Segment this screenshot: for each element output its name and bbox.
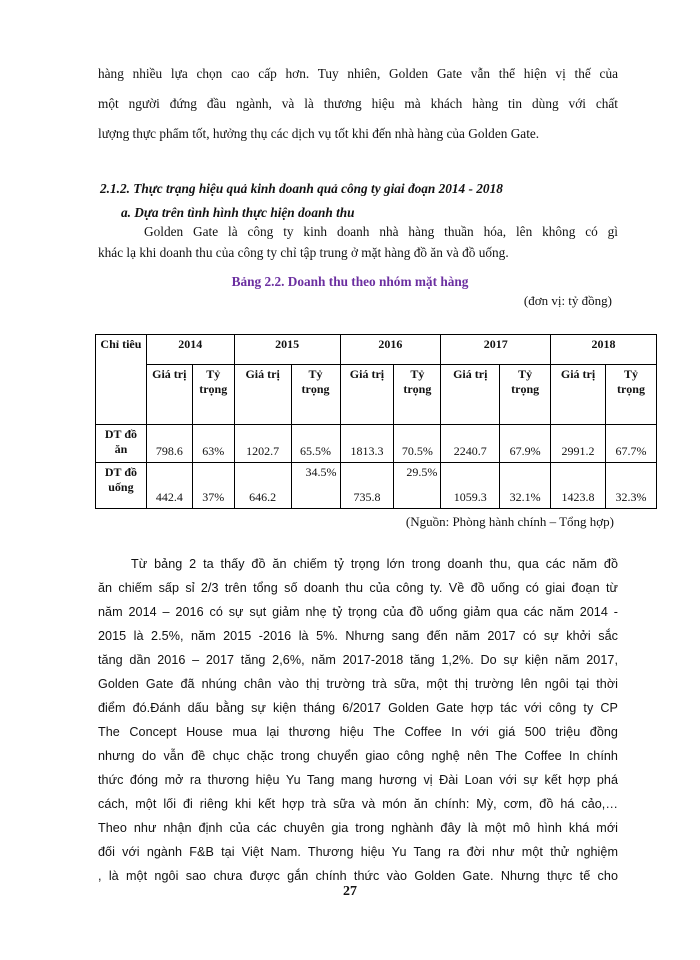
food-share-2016: 70.5% xyxy=(394,425,441,463)
food-value-2015: 1202.7 xyxy=(234,425,291,463)
year-header-2014: 2014 xyxy=(146,335,234,365)
drink-value-2014: 442.4 xyxy=(146,463,192,509)
subheader-value: Giá trị xyxy=(234,365,291,425)
para2-line-5: tăng dần 2016 – 2017 tăng 2,6%, năm 2017-2018 tăng 1,2%. Do sự kiện năm 2017, xyxy=(98,653,618,667)
subheader-share: Tỷ trọng xyxy=(291,365,340,425)
subheader-share: Tỷ trọng xyxy=(394,365,441,425)
drink-share-2015: 34.5% xyxy=(291,463,340,509)
food-value-2016: 1813.3 xyxy=(340,425,394,463)
para1-line-3: lượng thực phẩm tốt, hưởng thụ các dịch vụ tốt khi đến nhà hàng của Golden Gate. xyxy=(98,126,540,141)
year-header-2016: 2016 xyxy=(340,335,441,365)
food-share-2018: 67.7% xyxy=(605,425,656,463)
drink-value-2017: 1059.3 xyxy=(441,463,500,509)
drink-value-2015: 646.2 xyxy=(234,463,291,509)
section-heading: 2.1.2. Thực trạng hiệu quả kinh doanh quả công ty giai đoạn 2014 - 2018 xyxy=(100,181,503,196)
para2-line-8: The Concept House mua lại thương hiệu The Coffee In với giá 500 triệu đồng xyxy=(98,725,618,739)
food-share-2017: 67.9% xyxy=(500,425,551,463)
intro-line-1: Golden Gate là công ty kinh doanh nhà hàng thuần hóa, lên không có gì xyxy=(144,224,618,239)
table-caption: Bảng 2.2. Doanh thu theo nhóm mặt hàng xyxy=(231,274,469,289)
subheader-value: Giá trị xyxy=(340,365,394,425)
source-note: (Nguồn: Phòng hành chính – Tổng hợp) xyxy=(405,514,614,529)
drink-share-2014: 37% xyxy=(192,463,234,509)
para2-line-7: điểm đó.Đánh dấu bằng sự kiện tháng 6/2017 Golden Gate hợp tác với công ty CP xyxy=(98,701,618,715)
food-share-2014: 63% xyxy=(192,425,234,463)
para2-line-10: thức đóng mở ra thương hiệu Yu Tang mang hương vị Đài Loan với sự kết hợp phá xyxy=(98,773,618,787)
unit-note: (đơn vị: tỷ đồng) xyxy=(523,293,612,308)
para2-line-11: cách, một lối đi riêng khi kết hợp trà sữa và món ăn chính: Mỳ, cơm, đồ há cảo,… xyxy=(98,797,618,811)
table-row xyxy=(96,425,657,463)
table-row xyxy=(96,463,657,509)
row-label-drinks: DT đồ uống xyxy=(96,463,147,509)
subheader-value: Giá trị xyxy=(146,365,192,425)
table-corner-header: Chỉ tiêu xyxy=(96,335,147,425)
drink-value-2018: 1423.8 xyxy=(551,463,606,509)
para2-line-6: Golden Gate đã nhúng chân vào thị trường trà sữa, một thị trường lên ngôi tại thời xyxy=(98,677,618,691)
para2-line-4: 2015 là 2.5%, năm 2015 -2016 là 5%. Nhưng sang đến năm 2017 có sự khởi sắc xyxy=(98,629,618,643)
year-header-2015: 2015 xyxy=(234,335,340,365)
subheader-value: Giá trị xyxy=(551,365,606,425)
food-value-2018: 2991.2 xyxy=(551,425,606,463)
subheader-share: Tỷ trọng xyxy=(192,365,234,425)
food-value-2014: 798.6 xyxy=(146,425,192,463)
food-share-2015: 65.5% xyxy=(291,425,340,463)
food-value-2017: 2240.7 xyxy=(441,425,500,463)
intro-line-2: khác lạ khi doanh thu của công ty chỉ tập trung ở mặt hàng đồ ăn và đồ uống. xyxy=(98,245,509,260)
drink-share-2017: 32.1% xyxy=(500,463,551,509)
drink-value-2016: 735.8 xyxy=(340,463,394,509)
year-header-2018: 2018 xyxy=(551,335,657,365)
para1-line-2: một người đứng đầu ngành, và là thương hiệu mà khách hàng tin dùng với chất xyxy=(98,96,618,111)
para2-line-1: Từ bảng 2 ta thấy đồ ăn chiếm tỷ trọng lớn trong doanh thu, qua các năm đồ xyxy=(131,557,618,571)
subheader-share: Tỷ trọng xyxy=(500,365,551,425)
drink-share-2016: 29.5% xyxy=(394,463,441,509)
subheader-share: Tỷ trọng xyxy=(605,365,656,425)
year-header-2017: 2017 xyxy=(441,335,551,365)
revenue-table xyxy=(95,334,657,509)
para2-line-13: đối với ngành F&B tại Việt Nam. Thương hiệu Yu Tang ra đời như một thử nghiệm xyxy=(98,845,618,859)
sub-heading: a. Dựa trên tình hình thực hiện doanh thu xyxy=(121,205,355,220)
drink-share-2018: 32.3% xyxy=(605,463,656,509)
para2-line-3: năm 2014 – 2016 có sự sụt giảm nhẹ tỷ trọng của đồ uống giảm qua các năm 2014 - xyxy=(98,605,618,619)
row-label-food: DT đồ ăn xyxy=(96,425,147,463)
subheader-value: Giá trị xyxy=(441,365,500,425)
para2-line-9: nhưng do vẫn đề chục chặc trong chuyển giao công nghệ nên The Coffee In chính xyxy=(98,749,618,763)
para2-line-12: Theo như nhận định của các chuyên gia trong nghành đây là một mô hình khá mới xyxy=(98,821,618,835)
para1-line-1: hàng nhiều lựa chọn cao cấp hơn. Tuy nhiên, Golden Gate vẫn thể hiện vị thế của xyxy=(98,66,618,81)
para2-line-14: , là một ngôi sao chưa được gắn chính thức vào Golden Gate. Nhưng thực tế cho xyxy=(98,869,618,883)
para2-line-2: ăn chiếm sấp sỉ 2/3 trên tổng số doanh thu của công ty. Về đồ uống có giai đoạn từ xyxy=(98,581,618,595)
page-number: 27 xyxy=(343,884,357,899)
